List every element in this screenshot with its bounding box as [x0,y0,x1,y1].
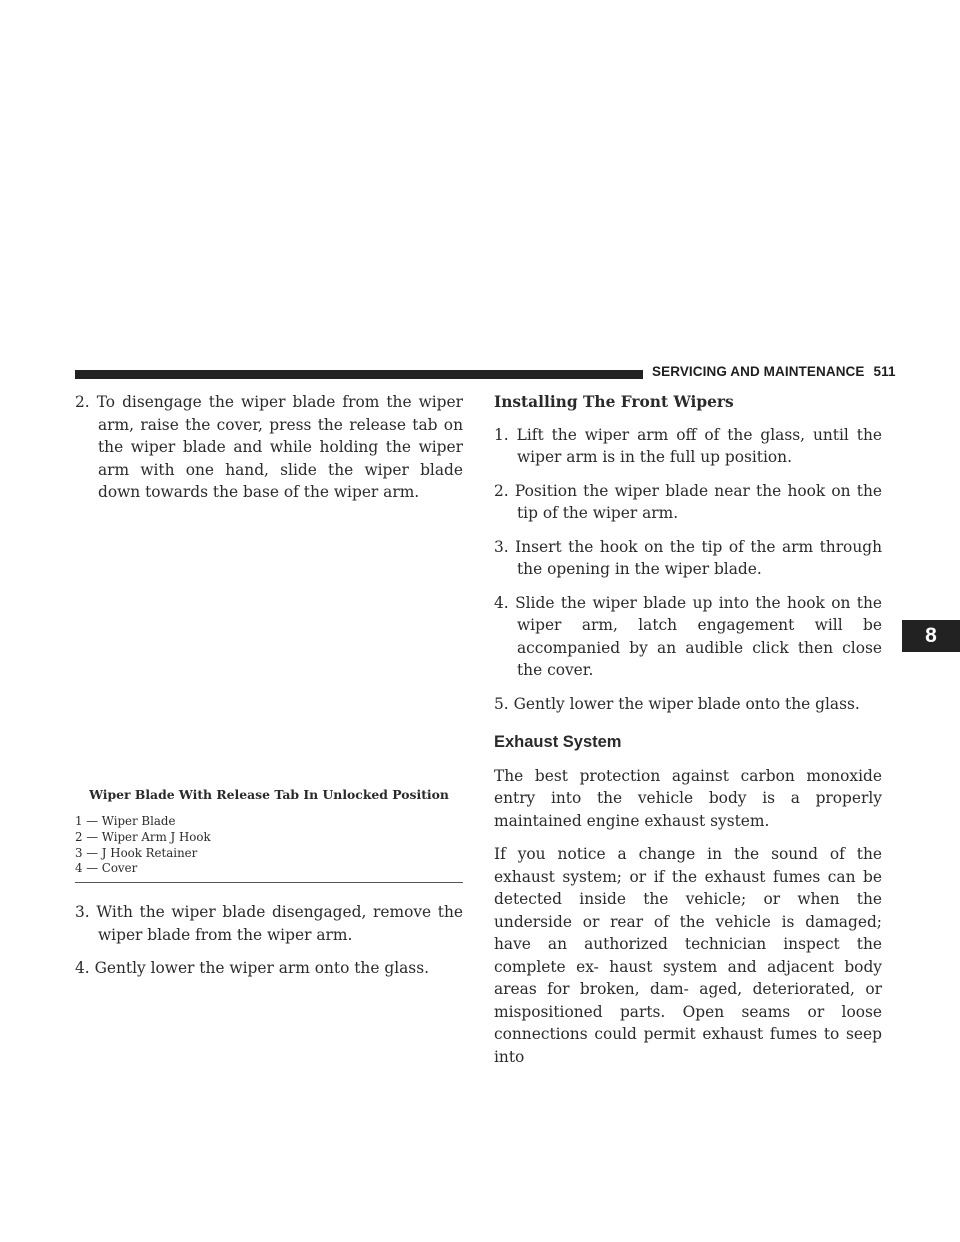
install-step: 4. Slide the wiper blade up into the hook on the wiper arm, latch engagement will be accompanied by an audible click then close the cover. [494,593,882,679]
legend-item: 2 — Wiper Arm J Hook [75,829,211,844]
exhaust-paragraph: The best protection against carbon monoxide entry into the vehicle body is a properly maintained engine exhaust system. [494,766,882,830]
exhaust-heading: Exhaust System [494,733,622,751]
legend-item: 4 — Cover [75,861,138,876]
legend-item: 3 — J Hook Retainer [75,845,198,860]
step-4-lower-arm: 4. Gently lower the wiper arm onto the glass. [75,959,429,978]
install-step: 3. Insert the hook on the tip of the arm through the opening in the wiper blade. [494,537,882,578]
legend-item: 1 — Wiper Blade [75,814,176,828]
step-2-disengage: 2. To disengage the wiper blade from the wiper arm, raise the cover, press the release tab on the wiper blade and while holding the wiper arm with one hand, slide the wiper blade down towards the base of the wiper arm. [75,393,463,501]
caption-divider [75,882,463,883]
running-header [652,364,896,379]
install-step: 5. Gently lower the wiper blade onto the glass. [494,694,860,713]
figure-image-area [75,515,463,784]
left-column [75,391,463,991]
install-step: 1. Lift the wiper arm off of the glass, until the wiper arm is in the full up position. [494,425,882,466]
section-title: SERVICING AND MAINTENANCE [652,364,865,379]
chapter-tab: 8 [902,620,960,652]
figure-caption: Wiper Blade With Release Tab In Unlocked Position [89,786,449,802]
step-3-remove: 3. With the wiper blade disengaged, remove the wiper blade from the wiper arm. [75,903,463,944]
right-column [494,391,882,1079]
exhaust-paragraph: If you notice a change in the sound of the exhaust system; or if the exhaust fumes can be detected inside the vehicle; or when the underside or rear of the vehicle is damaged; have an authorized technician inspect the complete ex- haust system and adjacent body areas for broken, dam- aged, deteriorated, or mispositioned parts. Open seams or loose connections could permit exhaust fumes to seep into [494,845,882,1066]
install-step: 2. Position the wiper blade near the hook on the tip of the wiper arm. [494,481,882,522]
page-number: 511 [873,364,896,379]
header-rule [75,370,643,379]
installing-heading: Installing The Front Wipers [494,393,734,411]
